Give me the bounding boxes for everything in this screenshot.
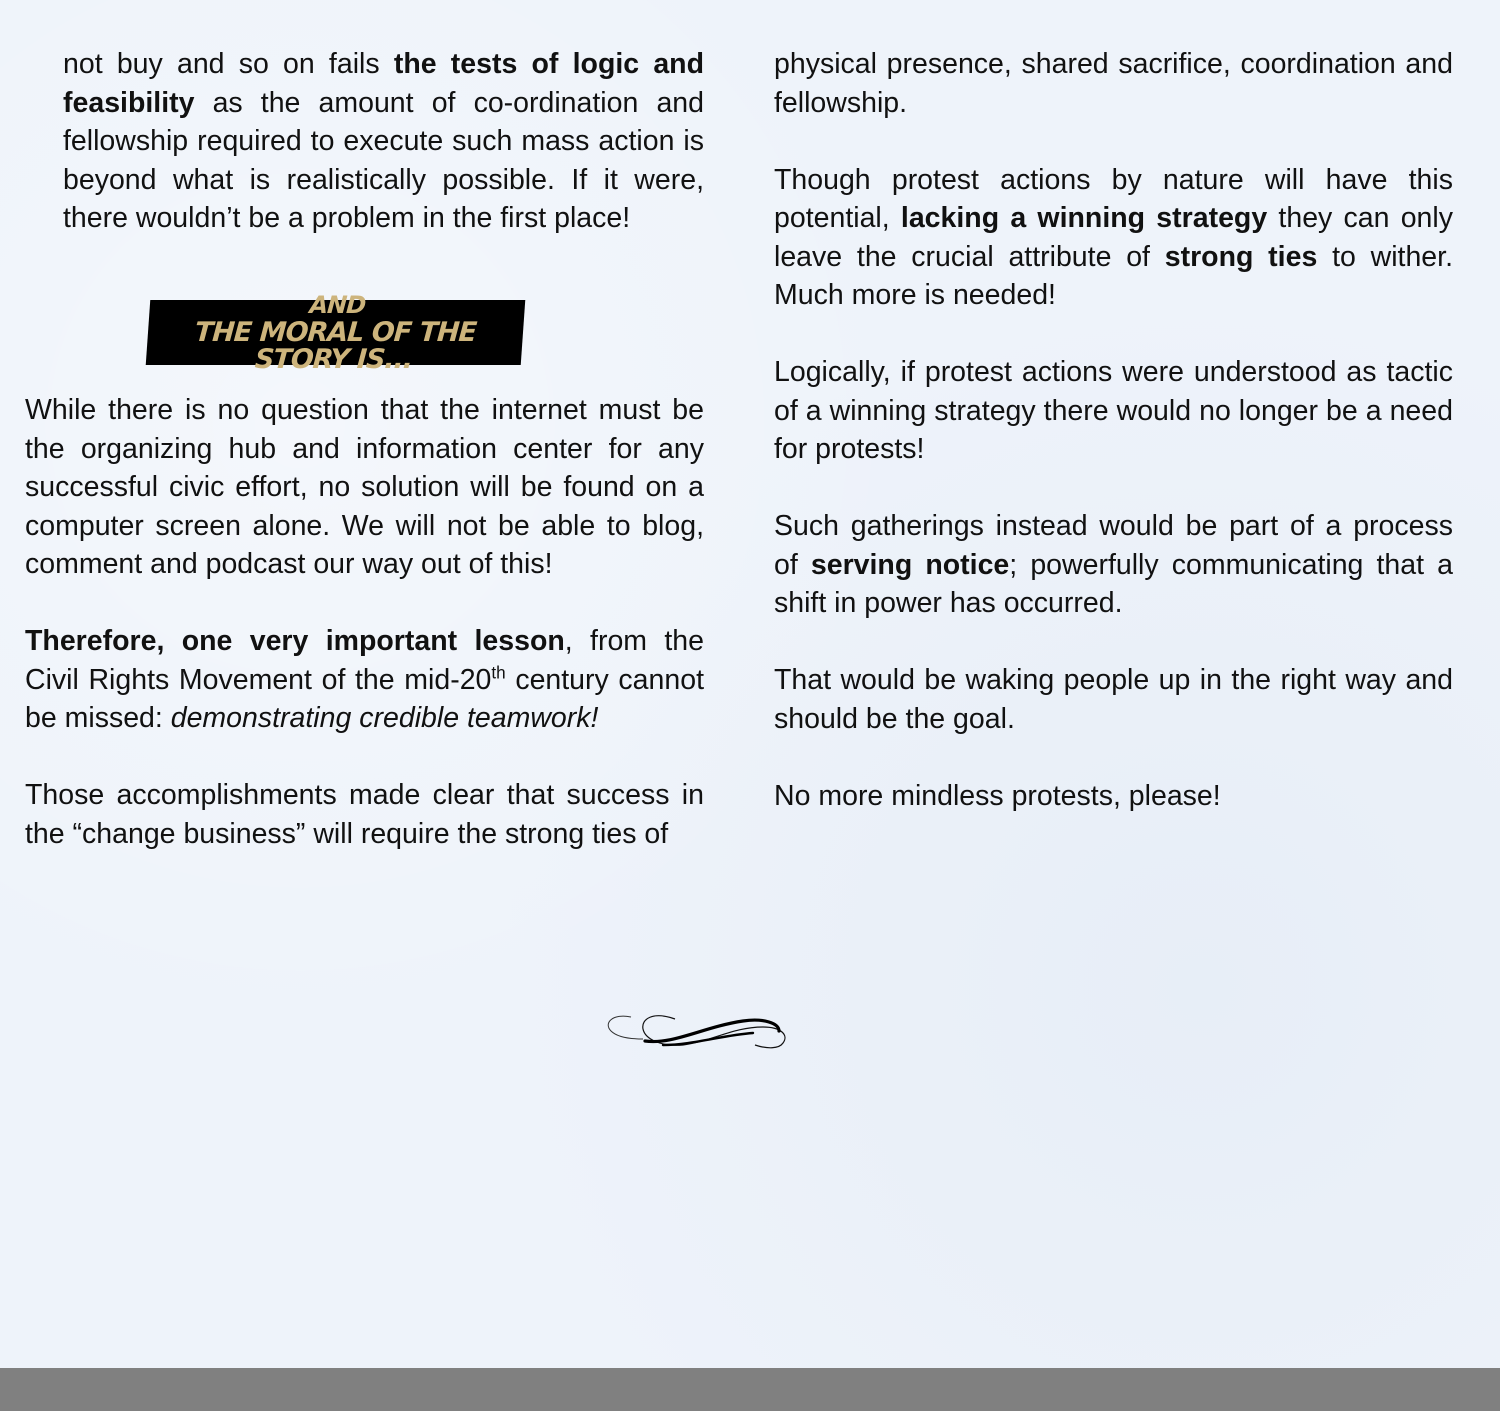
intro-text-2: as the amount of co-ordination and fellowship required to execute such mass action is beyond what is realistically possible. If it were, there wouldn’t be a problem in the first place! xyxy=(63,86,704,234)
flourish-divider-icon xyxy=(603,1005,789,1055)
intro-bold: the tests of logic and feasibility xyxy=(63,48,704,119)
potential-text-3: to wither. Much more is needed! xyxy=(774,240,1453,311)
closing-paragraph: No more mindless protests, please! xyxy=(774,779,1221,812)
internet-paragraph: While there is no question that the internet must be the organizing hub and information center for any successful civic effort, no solution will be found on a computer screen alone. We will not be able to blog, comment and podcast our way out of this! xyxy=(25,394,704,580)
protest-potential-paragraph xyxy=(774,161,1453,315)
lesson-text-2: century cannot be missed: xyxy=(25,663,704,734)
footer-bar xyxy=(0,1368,1500,1411)
lesson-bold: Therefore, one very important lesson xyxy=(25,625,565,657)
accomplishments-paragraph: Those accomplishments made clear that success in the “change business” will require the strong ties of xyxy=(25,779,704,850)
logically-paragraph: Logically, if protest actions were understood as tactic of a winning strategy there would no longer be a need for protests! xyxy=(774,356,1453,465)
moral-of-story-banner xyxy=(146,290,526,375)
lesson-italic: demonstrating credible teamwork! xyxy=(170,702,599,734)
left-column xyxy=(25,391,704,892)
lesson-paragraph xyxy=(25,622,704,738)
lesson-superscript: th xyxy=(491,663,506,682)
waking-paragraph: That would be waking people up in the right way and should be the goal. xyxy=(774,664,1453,735)
gatherings-paragraph xyxy=(774,507,1453,623)
intro-paragraph xyxy=(63,45,704,238)
gatherings-bold: serving notice xyxy=(810,548,1010,581)
gatherings-text-1: Such gatherings instead would be part of a process of xyxy=(774,510,1453,581)
banner-line-2: THE MORAL OF THE STORY IS... xyxy=(193,316,478,375)
left-column-intro xyxy=(63,45,704,276)
continuation-paragraph: physical presence, shared sacrifice, coordination and fellowship. xyxy=(774,48,1453,119)
potential-bold-1: lacking a winning strategy xyxy=(900,202,1268,234)
potential-text-2: they can only leave the crucial attribute of xyxy=(774,202,1453,273)
potential-text-1: Though protest actions by nature will have this potential, xyxy=(774,163,1453,234)
right-column xyxy=(774,45,1453,854)
gatherings-text-2: ; powerfully communicating that a shift in power has occurred. xyxy=(774,548,1453,619)
banner-line-1: AND xyxy=(308,290,367,319)
lesson-text-1: , from the Civil Rights Movement of the mid-20 xyxy=(25,625,704,696)
intro-text-1: not buy and so on fails xyxy=(63,48,394,80)
potential-bold-2: strong ties xyxy=(1164,240,1318,273)
